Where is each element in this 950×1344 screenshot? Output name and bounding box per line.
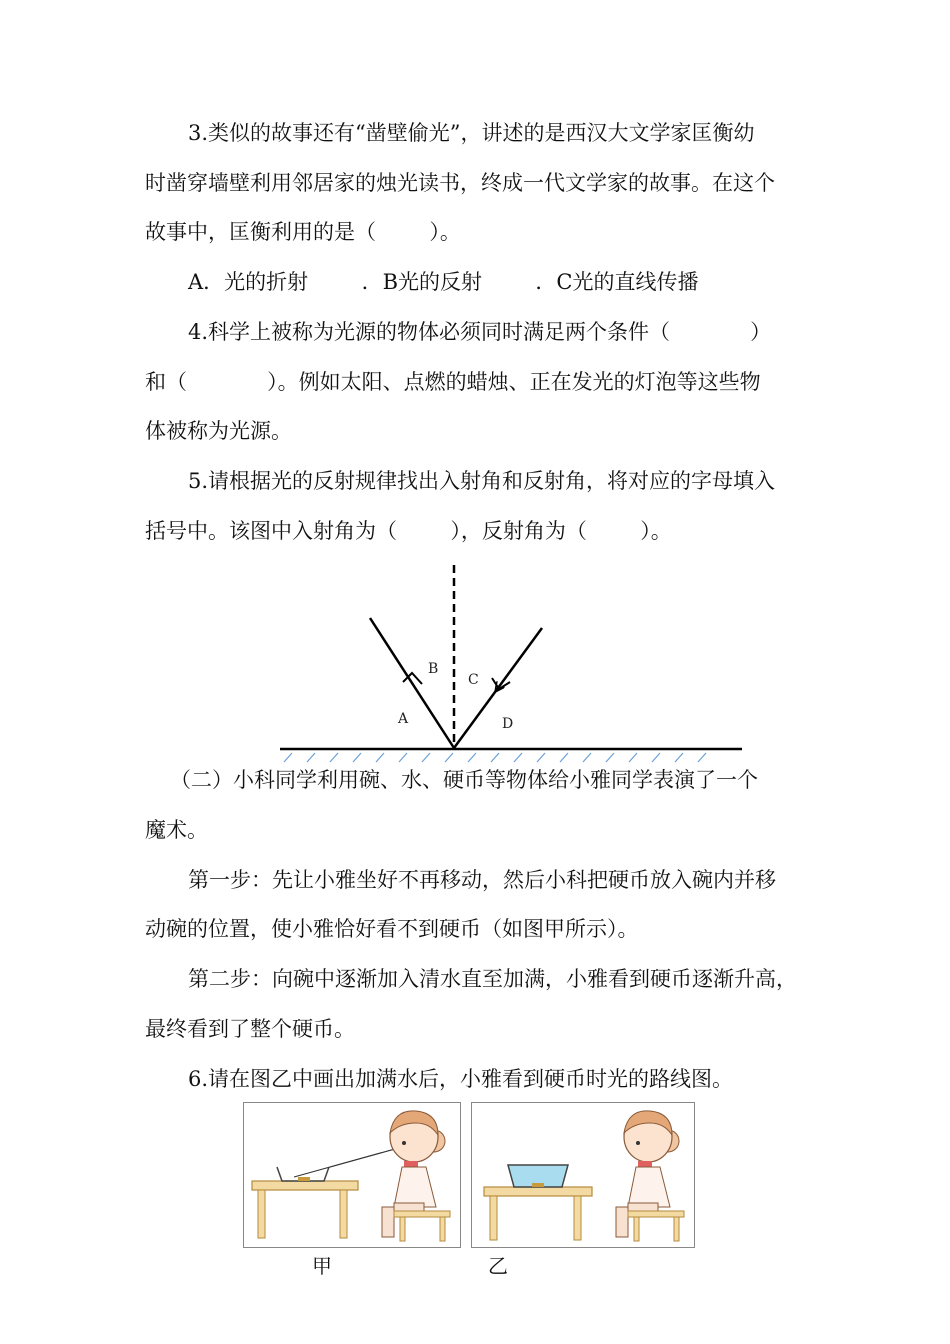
girl-icon <box>616 1111 684 1241</box>
label-c: C <box>468 672 479 688</box>
label-d: D <box>502 716 514 732</box>
q5-line-2: 括号中。该图中入射角为（ ），反射角为（ ）。 <box>145 519 672 543</box>
table-leg-left <box>258 1190 265 1238</box>
q3-options: A．光的折射 ．B光的反射 ．C光的直线传播 <box>188 270 699 294</box>
q4-line-3: 体被称为光源。 <box>145 419 292 443</box>
reflected-ray <box>370 618 454 748</box>
figure-yi <box>471 1102 695 1248</box>
figure-label-jia: 甲 <box>312 1254 332 1278</box>
q3-line-3: 故事中，匡衡利用的是（ ）。 <box>145 220 461 244</box>
coin-icon <box>298 1177 310 1181</box>
label-b: B <box>428 661 439 677</box>
q3-line-1: 3.类似的故事还有“凿壁偷光”，讲述的是西汉大文学家匡衡幼 <box>188 121 755 145</box>
q6-line-1: 6.请在图乙中画出加满水后，小雅看到硬币时光的路线图。 <box>188 1067 734 1091</box>
mirror-hatching <box>284 753 706 762</box>
label-a: A <box>398 711 409 727</box>
figure-label-yi: 乙 <box>488 1254 508 1278</box>
step2-line-1: 第二步：向碗中逐渐加入清水直至加满，小雅看到硬币逐渐升高， <box>188 967 797 991</box>
table-top <box>484 1187 592 1196</box>
table-leg-left <box>490 1196 497 1240</box>
girl-icon <box>382 1111 450 1241</box>
table-leg-right <box>340 1190 347 1238</box>
part2-line-1: （二）小科同学利用碗、水、硬币等物体给小雅同学表演了一个 <box>170 768 758 792</box>
table-top <box>252 1181 358 1190</box>
step1-line-1: 第一步：先让小雅坐好不再移动，然后小科把硬币放入碗内并移 <box>188 868 776 892</box>
figure-jia <box>243 1102 461 1248</box>
step1-line-2: 动碗的位置，使小雅恰好看不到硬币（如图甲所示）。 <box>145 917 639 941</box>
sight-line-2 <box>330 1147 402 1167</box>
part2-line-2: 魔术。 <box>145 818 208 842</box>
reflection-diagram <box>270 560 750 775</box>
step2-line-2: 最终看到了整个硬币。 <box>145 1017 355 1041</box>
table-leg-right <box>574 1196 581 1240</box>
q4-line-1: 4.科学上被称为光源的物体必须同时满足两个条件（ ） <box>188 320 772 344</box>
coin-icon <box>532 1183 544 1187</box>
q4-line-2: 和（ ）。例如太阳、点燃的蜡烛、正在发光的灯泡等这些物 <box>145 370 761 394</box>
q5-line-1: 5.请根据光的反射规律找出入射角和反射角，将对应的字母填入 <box>188 469 776 493</box>
q3-line-2: 时凿穿墙壁利用邻居家的烛光读书，终成一代文学家的故事。在这个 <box>145 171 775 195</box>
